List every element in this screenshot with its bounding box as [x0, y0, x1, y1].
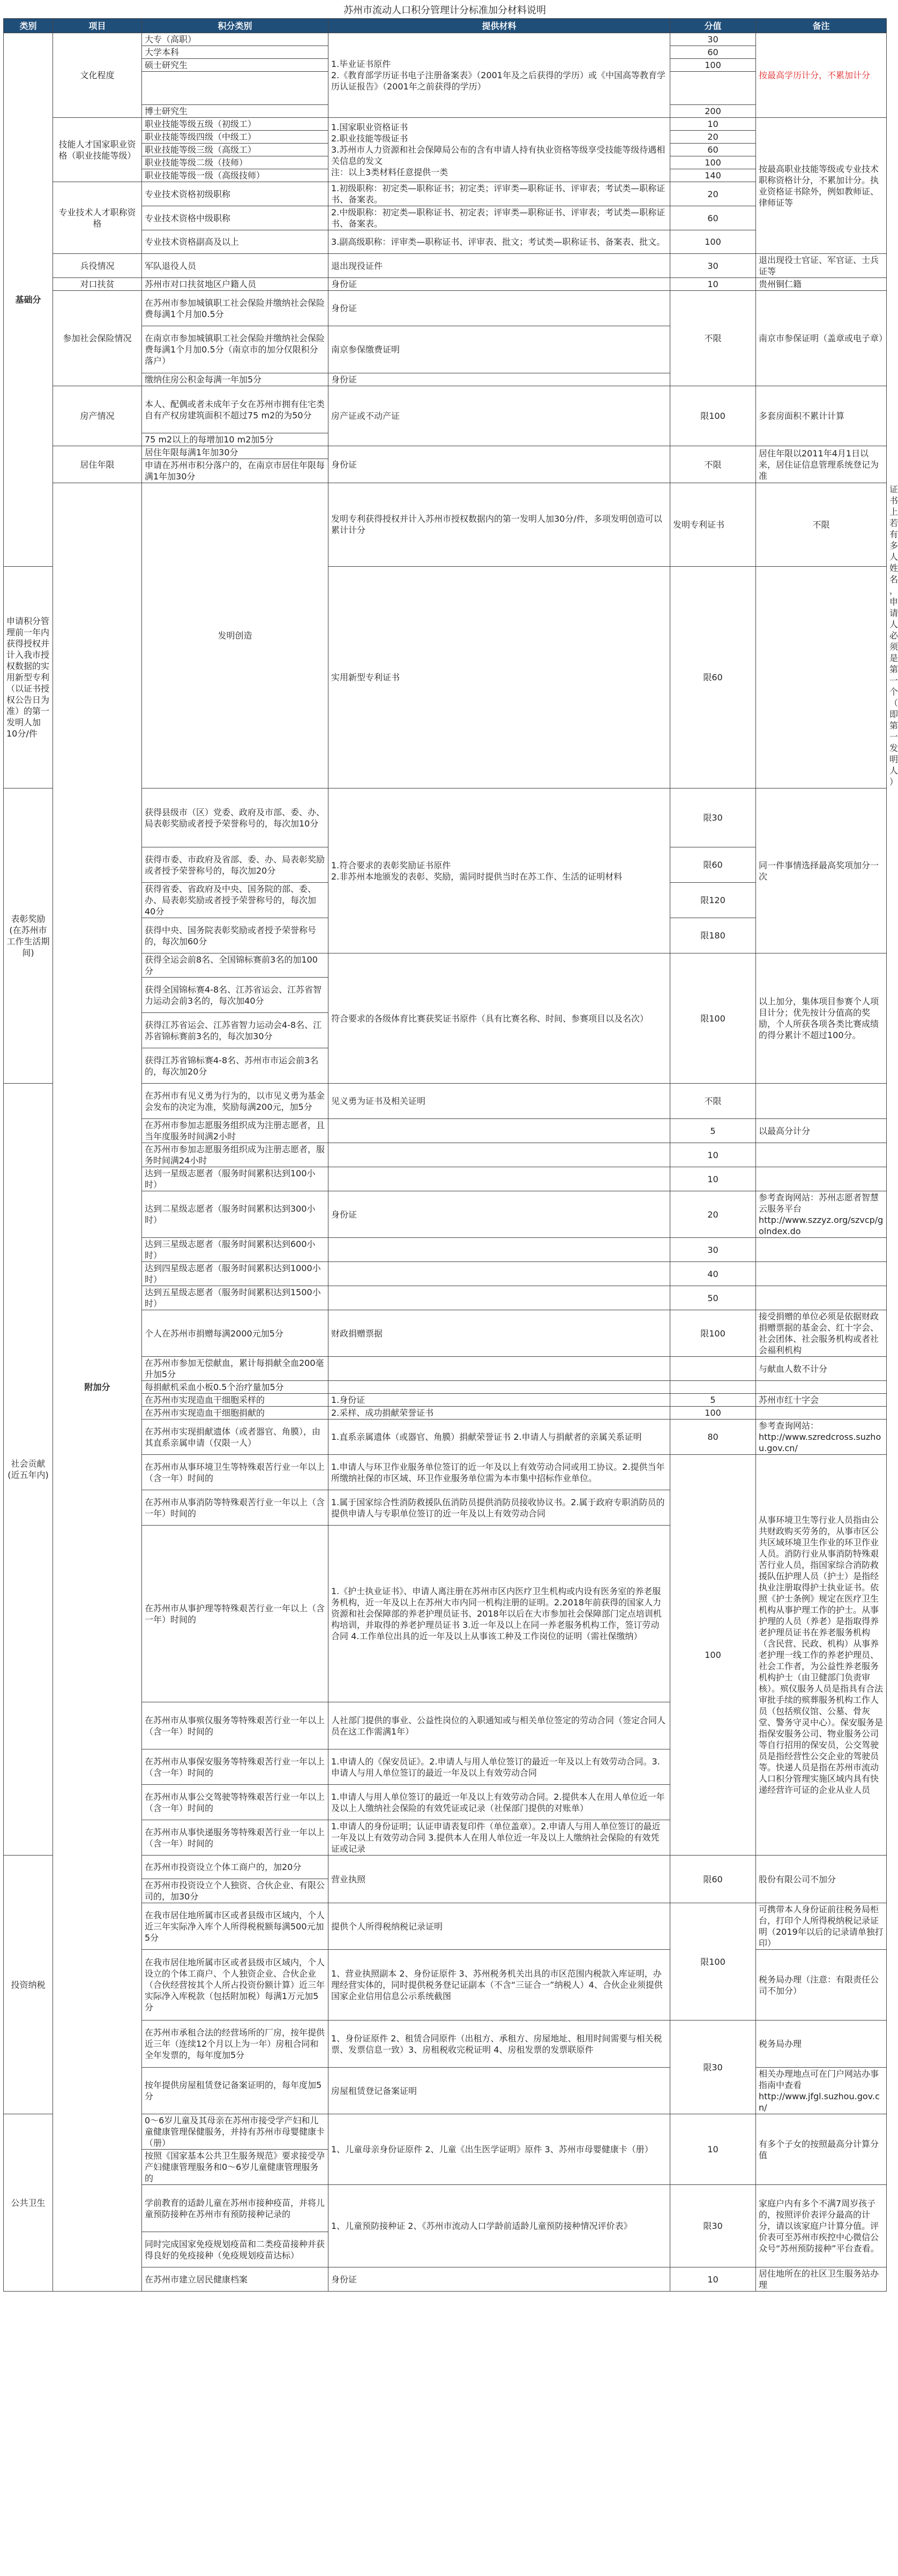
condition-cell: 获得县级市（区）党委、政府及市部、委、办、局表彰奖励或者授予荣誉称号的，每次加10分: [142, 788, 328, 847]
project-veteran: 兵役情况: [53, 254, 142, 278]
score-cell: 30: [670, 254, 756, 278]
condition-cell: 在苏州市建立居民健康档案: [142, 2267, 328, 2292]
condition-cell: 职业技能等级二级（技师）: [142, 156, 328, 169]
material-cell: [328, 118, 670, 182]
condition-cell: 在南京市参加城镇职工社会保险并缴纳社会保险费每满1个月加0.5分（南京市的加分仅限积分落户）: [142, 326, 328, 373]
cell-line: 1.国家职业资格证书: [331, 122, 408, 132]
material-cell: 1.申请人的《保安员证》。2.申请人与用人单位签订的最近一年及以上有效劳动合同。3.申请人与用人单位签订的最近一年及以上有效劳动合同: [328, 1749, 670, 1785]
score-cell: 30: [670, 1238, 756, 1262]
condition-cell: 硕士研究生: [142, 59, 328, 72]
condition-cell: 军队退役人员: [142, 254, 328, 278]
material-cell: 1.属于国家综合性消防救援队伍消防员提供消防员接收协议书。2.属于政府专职消防员的提供申请人与专职单位签订的近一年及以上有效劳动合同: [328, 1490, 670, 1526]
score-cell: [670, 72, 756, 105]
condition-cell: 职业技能等级四级（中级工）: [142, 131, 328, 144]
score-cell: 限60: [670, 1856, 756, 1903]
score-cell: 60: [670, 206, 756, 230]
condition-cell: 在苏州市从事公交驾驶等特殊艰苦行业一年以上（含一年）时间的: [142, 1785, 328, 1820]
header-cell: 项目: [53, 19, 142, 33]
material-cell: 人社部门提供的事业、公益性岗位的入职通知或与相关单位签定的劳动合同（签定合同人员在这工作需满1年）: [328, 1702, 670, 1749]
score-cell: 限60: [670, 566, 756, 788]
condition-cell: 在苏州市投资设立个人独资、合伙企业、有限公司的，加30分: [142, 1879, 328, 1903]
condition-cell: 达到三星级志愿者（服务时间累积达到600小时）: [142, 1238, 328, 1262]
table-row: [4, 33, 887, 46]
condition-cell: 在苏州市参加无偿献血，累计每捐献全血200毫升加5分: [142, 1357, 328, 1381]
project-invest: 投资纳税: [4, 1856, 53, 2114]
score-cell: 20: [670, 131, 756, 144]
note-cell: [756, 1262, 887, 1286]
note-cell: [756, 1143, 887, 1167]
cell-line: 1.毕业证书原件: [331, 59, 391, 69]
note-cell: 多套房面积不累计计算: [756, 386, 887, 446]
material-cell: 提供个人所得税纳税记录证明: [328, 1903, 670, 1950]
score-cell: 5: [670, 1394, 756, 1407]
header-cell: 分值: [670, 19, 756, 33]
material-cell: 1.申请人与用人单位签订的最近一年及以上有效劳动合同。2.提供本人在用人单位近一年及以上人缴纳社会保险的有效凭证或记录（社保部门提供的对账单）: [328, 1785, 670, 1820]
material-cell: 3.副高级职称：评审类—职称证书、评审表、批文；考试类—职称证书、备案表、批文。: [328, 230, 670, 254]
material-cell: 身份证: [328, 291, 670, 326]
condition-cell: 达到一星级志愿者（服务时间累积达到100小时）: [142, 1167, 328, 1191]
project-invent: 发明创造: [142, 483, 328, 788]
material-cell: 1、营业执照副本 2、身份证原件 3、苏州税务机关出具的市区范围内税款入库证明，办理经营实体的，同时提供税务登记证副本（不含“三证合一”纳税人）4、合伙企业须提供国家企业信用信息公示系统截图: [328, 1950, 670, 2021]
score-cell: 10: [670, 2114, 756, 2185]
note-cell: 居住地所在的社区卫生服务站办理: [756, 2267, 887, 2292]
material-cell: 1、身份证原件 2、租赁合同原件（出租方、承租方、房屋地址、租用时间需要与相关税票、发票信息一致）3、房租税收完税证明 4、房租发票的发票联原件: [328, 2021, 670, 2068]
project-title: 专业技术人才职称资格: [53, 182, 142, 254]
note-cell: 税务局办理: [756, 2021, 887, 2068]
condition-cell: 达到五星级志愿者（服务时间累积达到1500小时）: [142, 1286, 328, 1310]
score-cell: 10: [670, 1143, 756, 1167]
note-cell: [756, 1407, 887, 1420]
condition-cell: 在我市居住地所属市区或者县级市区域内，个人设立的个体工商户、个人独资企业、合伙企业（合伙经营按其个人所占投资份额计算）近三年实际净入库税款（包括附加税）每满1万元加5分: [142, 1950, 328, 2021]
note-cell: 南京市参保证明（盖章或电子章）: [756, 291, 887, 386]
header-cell: 积分类别: [142, 19, 328, 33]
material-cell: 1.初级职称：初定类—职称证书；初定类；评审类—职称证书、评审表；考试类—职称证书、备案表。: [328, 182, 670, 206]
note-cell: 以最高分计分: [756, 1119, 887, 1143]
cell-line: 2.非苏州本地颁发的表彰、奖励，需同时提供当时在苏工作、生活的证明材料: [331, 871, 623, 882]
condition-cell: 在苏州市从事殡仪服务等特殊艰苦行业一年以上（含一年）时间的: [142, 1702, 328, 1749]
condition-cell: 在苏州市从事护理等特殊艰苦行业一年以上（含一年）时间的: [142, 1526, 328, 1702]
material-cell: 发明专利证书: [670, 483, 756, 567]
cell-line: 2.职业技能等级证书: [331, 133, 408, 144]
condition-cell: 专业技术资格副高及以上: [142, 230, 328, 254]
condition-cell: 本人、配偶或者未成年子女在苏州市拥有住宅类自有产权房建筑面积不超过75 m2的为50分: [142, 386, 328, 433]
score-cell: 40: [670, 1262, 756, 1286]
note-cell: 退出现役士官证、军官证、士兵证等: [756, 254, 887, 278]
condition-cell: 专业技术资格初级职称: [142, 182, 328, 206]
material-cell: 房屋租赁登记备案证明: [328, 2068, 670, 2114]
material-cell: [328, 1381, 670, 1394]
score-cell: 限30: [670, 2185, 756, 2267]
note-cell: 可携带本人身份证前往税务局柜台，打印个人所得税纳税记录证明（2019年以后的记录请单独打印）: [756, 1903, 887, 1950]
score-cell: 140: [670, 169, 756, 182]
material-cell: 1.申请人的身份证明；认证申请表复印件（单位盖章）。2.申请人与用人单位签订的最近一年及以上有效劳动合同 3.提供本人在用人单位近一年及以上人缴纳社会保险的有效凭证或记录: [328, 1820, 670, 1856]
note-cell: 以上加分，集体项目参赛个人项目计分；优先按计分值高的奖励，个人所获各项各类比赛成绩的得分累计不超过100分。: [756, 953, 887, 1084]
condition-cell: 同时完成国家免疫规划疫苗和二类疫苗接种并获得良好的免疫接种（免疫规划疫苗达标）: [142, 2232, 328, 2267]
score-cell: 100: [670, 1455, 756, 1856]
condition-cell: 获得江苏省运会、江苏省智力运动会4-8名、江苏省锦标赛前3名的，每次加30分: [142, 1013, 328, 1048]
material-cell: [328, 1262, 670, 1286]
condition-cell: 达到四星级志愿者（服务时间累积达到1000小时）: [142, 1262, 328, 1286]
score-cell: 30: [670, 33, 756, 46]
note-cell: [756, 1084, 887, 1119]
cell-line: 注：以上3类材料任意提供一类: [331, 167, 448, 177]
condition-cell: 达到二星级志愿者（服务时间累积达到300小时）: [142, 1191, 328, 1238]
condition-cell: 在苏州市承租合法的经营场所的厂房，按年提供近三年（连续12个月以上为一年）房租合同和全年发票的，每年度加5分: [142, 2021, 328, 2068]
score-cell: 不限: [670, 1084, 756, 1119]
condition-cell: 在苏州市从事消防等特殊艰苦行业一年以上（含一年）时间的: [142, 1490, 328, 1526]
score-table: [3, 18, 898, 2292]
condition-cell: 按照《国家基本公共卫生服务规范》要求接受孕产妇健康管理服务和0～6岁儿童健康管理服务的: [142, 2150, 328, 2185]
note-cell: 相关办理地点可在门户网站办事指南中查看 http://www.jfgl.suzhou.gov.cn/: [756, 2068, 887, 2114]
condition-cell: 获得市委、市政府及省部、委、办、局表彰奖励或者授予荣誉称号的，每次加20分: [142, 847, 328, 883]
score-cell: 限180: [670, 918, 756, 953]
score-cell: 限100: [670, 953, 756, 1084]
condition-cell: 职业技能等级五级（初级工）: [142, 118, 328, 131]
material-cell: 身份证: [328, 2267, 670, 2292]
note-cell: 家庭户内有多个不满7周岁孩子的，按照评价表评分最高的计分，请以该家庭户计算分值。评价表可至苏州市疾控中心微信公众号“苏州预防接种”平台查看。: [756, 2185, 887, 2267]
score-cell: 限30: [670, 2021, 756, 2114]
score-cell: 不限: [756, 483, 887, 567]
table-row: [4, 386, 887, 433]
score-cell: 5: [670, 1119, 756, 1143]
score-cell: 限100: [670, 1310, 756, 1357]
material-cell: 1、儿童母亲身份证原件 2、儿童《出生医学证明》原件 3、苏州市母婴健康卡（册）: [328, 2114, 670, 2185]
document: [3, 3, 898, 2292]
note-cell: [756, 1167, 887, 1191]
score-cell: 10: [670, 278, 756, 291]
score-cell: 限120: [670, 883, 756, 918]
score-cell: 60: [670, 144, 756, 156]
score-cell: 10: [670, 2267, 756, 2292]
material-cell: 2.采样、成功捐献荣誉证书: [328, 1407, 670, 1420]
note-cell: [756, 1286, 887, 1310]
material-cell: [328, 1238, 670, 1262]
score-cell: 不限: [670, 446, 756, 483]
condition-cell: 在苏州市实现造血干细胞采样的: [142, 1394, 328, 1407]
note-cell: 从事环境卫生等行业人员指由公共财政购买劳务的，从事市区公共区域环境卫生作业的环卫作业人员。消防行业从事消防特殊艰苦行业人员，指国家综合消防救援队伍护理人员（护士）是指经执业注册取得护士执业证书。依照《护士条例》规定在医疗卫生机构从事护理工作的护士。从事护理的人员（养老）是指取得养老护理员证书在养老服务机构（含民营、民政、机构）从事养老护理一线工作的养老护理员、社会工作者，为公益性养老服务机构护士（由卫健部门负责审核）。殡仪服务人员是指具有合法审批手续的殡葬服务机构工作人员（包括殡仪馆、公墓、骨灰堂、警务守灵中心）。保安服务是指保安服务公司、物业服务公司等自行招用的保安员，公交驾驶员是指经营性公交企业的驾驶员等。快递人员是指在苏州市流动人口积分管理实施区域内具有快递经营许可证的企业从业人员: [756, 1455, 887, 1856]
table-row: [4, 291, 887, 326]
table-row: [4, 278, 887, 291]
note-cell: 苏州市红十字会: [756, 1394, 887, 1407]
material-cell: 1.直系亲属遗体（或器官、角膜）捐献荣誉证书 2.申请人与捐献者的亲属关系证明: [328, 1420, 670, 1455]
score-cell: 10: [670, 118, 756, 131]
score-cell: [670, 1381, 756, 1394]
score-cell: 限30: [670, 788, 756, 847]
condition-cell: 获得中央、国务院表彰奖励或者授予荣誉称号的，每次加60分: [142, 918, 328, 953]
category-extra: 附加分: [53, 483, 142, 2292]
material-cell: [328, 1143, 670, 1167]
score-cell: 60: [670, 46, 756, 59]
material-cell: 营业执照: [328, 1856, 670, 1903]
score-cell: 100: [670, 59, 756, 72]
condition-cell: 职业技能等级一级（高级技师）: [142, 169, 328, 182]
table-row: [4, 446, 887, 459]
material-cell: 身份证: [328, 446, 670, 483]
project-residence: 居住年限: [53, 446, 142, 483]
material-cell: [328, 1167, 670, 1191]
note-cell: [756, 1381, 887, 1394]
note-cell: 按最高学历计分，不累加计分: [756, 33, 887, 118]
score-cell: 100: [670, 156, 756, 169]
condition-cell: 在苏州市实现捐献遗体（或者器官、角膜），由其直系亲属申请（仅限一人）: [142, 1420, 328, 1455]
table-row: 附加分 发明创造 发明专利获得授权并计入苏州市授权数据内的第一发明人加30分/件，多项发明创造可以累计计分 发明专利证书 不限 证书上若有多人姓名，申请人必须是第一个（即第一发明人）: [4, 483, 887, 567]
condition-cell: 在苏州市参加城镇职工社会保险并缴纳社会保险费每满1个月加0.5分: [142, 291, 328, 326]
note-cell: 有多个子女的按照最高分计算分值: [756, 2114, 887, 2185]
condition-cell: 苏州市对口扶贫地区户籍人员: [142, 278, 328, 291]
condition-cell: 在苏州市投资设立个体工商户的，加20分: [142, 1856, 328, 1879]
header-cell: 备注: [756, 19, 887, 33]
table-row: [4, 254, 887, 278]
project-assist: 对口扶贫: [53, 278, 142, 291]
score-cell: 限60: [670, 847, 756, 883]
condition-cell: 获得全国锦标赛4-8名、江苏省运会、江苏省智力运动会前3名的，每次加40分: [142, 978, 328, 1013]
table-row: [4, 182, 887, 206]
condition-cell: 75 m2以上的每增加10 m2加5分: [142, 433, 328, 446]
score-cell: 50: [670, 1286, 756, 1310]
header-cell: 提供材料: [328, 19, 670, 33]
header-cell: 类别: [4, 19, 53, 33]
condition-cell: 在苏州市实现造血干细胞捐献的: [142, 1407, 328, 1420]
condition-cell: 在苏州市参加志愿服务组织成为注册志愿者，且当年度服务时间满2小时: [142, 1119, 328, 1143]
material-cell: 见义勇为证书及相关证明: [328, 1084, 670, 1119]
project-skill: 技能人才国家职业资格（职业技能等级）: [53, 118, 142, 182]
condition-cell: 专业技术资格中级职称: [142, 206, 328, 230]
note-cell: [756, 1238, 887, 1262]
score-cell: 限100: [670, 1903, 756, 2021]
category-basic: 基础分: [4, 33, 53, 567]
table-header-row: [4, 19, 887, 33]
condition-cell: 在苏州市有见义勇为行为的，以市见义勇为基金会发布的决定为准，奖励每满200元，加5分: [142, 1084, 328, 1119]
cell-line: 1.符合要求的表彰奖励证书原件: [331, 860, 451, 870]
material-cell: 房产证或不动产证: [328, 386, 670, 446]
material-cell: 身份证: [328, 1191, 670, 1238]
material-cell: [328, 1286, 670, 1310]
condition-cell: 获得省委、省政府及中央、国务院的部、委、办、局表彰奖励或者授予荣誉称号的，每次加40分: [142, 883, 328, 918]
material-cell: 1.《护士执业证书》、申请人离注册在苏州市区内医疗卫生机构或内设有医务室的养老服务机构，近一年及以上在苏州大市内同一机构注册的证明。2.2018年前获得的国家人力资源和社会保障部的养老护理员证书、2018年以后在大市参加社会保障部门定点培训机构培训，并取得的养老护理员证书 3.近一年及以上在同一养老服务机构工作，签订劳动合同 4.工作单位出具的近一年及以上从事该工种及工作岗位的证明（需社保缴纳）: [328, 1526, 670, 1702]
score-cell: 10: [670, 1167, 756, 1191]
material-cell: 财政捐赠票据: [328, 1310, 670, 1357]
note-cell: 税务局办理（注意：有限责任公司不加分）: [756, 1950, 887, 2021]
condition-cell: 大专（高职）: [142, 33, 328, 46]
material-cell: 2.中级职称：初定类—职称证书、初定表；评审类—职称证书、评审表；考试类—职称证书、备案表。: [328, 206, 670, 230]
note-cell: 同一件事情选择最高奖项加分一次: [756, 788, 887, 953]
note-cell: 按最高职业技能等级或专业技术职称资格计分，不累加计分。执业资格证书除外，例如教师证、律师证等: [756, 118, 887, 254]
table-row: [4, 118, 887, 131]
material-cell: 退出现役证件: [328, 254, 670, 278]
condition-cell: 在苏州市参加志愿服务组织成为注册志愿者，服务时间满24小时: [142, 1143, 328, 1167]
condition-cell: 在苏州市从事快递服务等特殊艰苦行业一年以上（含一年）时间的: [142, 1820, 328, 1856]
project-house: 房产情况: [53, 386, 142, 446]
material-cell: [328, 788, 670, 953]
page-title: 苏州市流动人口积分管理计分标准加分材料说明: [343, 5, 546, 16]
condition-cell: 职业技能等级三级（高级工）: [142, 144, 328, 156]
condition-cell: 在苏州市从事保安服务等特殊艰苦行业一年以上（含一年）时间的: [142, 1749, 328, 1785]
condition-cell: 按年提供房屋租赁登记备案证明的，每年度加5分: [142, 2068, 328, 2114]
material-cell: [328, 33, 670, 118]
condition-cell: 申请在苏州市积分落户的，在南京市居住年限每满1年加30分: [142, 459, 328, 483]
material-cell: 符合要求的各级体育比赛获奖证书原件（具有比赛名称、时间、参赛项目以及名次）: [328, 953, 670, 1084]
material-cell: 身份证: [328, 373, 670, 386]
score-cell: 20: [670, 182, 756, 206]
score-cell: 100: [670, 1407, 756, 1420]
note-cell: 参考查询网站：苏州志愿者智慧云服务平台 http://www.szzyz.org/szvcp/golndex.do: [756, 1191, 887, 1238]
score-cell: 100: [670, 230, 756, 254]
condition-cell: 博士研究生: [142, 105, 328, 118]
material-cell: 1.身份证: [328, 1394, 670, 1407]
condition-cell: 缴纳住房公积金每满一年加5分: [142, 373, 328, 386]
condition-cell: 学前教育的适龄儿童在苏州市接种疫苗，并将儿童预防接种在苏州市有预防接种记录的: [142, 2185, 328, 2232]
condition-cell: 大学本科: [142, 46, 328, 59]
material-cell: 1.申请人与环卫作业服务单位签订的近一年及以上有效劳动合同或用工协议。2.提供当年所缴纳社保的市区域、环卫作业服务单位需为本市集中招标作业单位。: [328, 1455, 670, 1490]
condition-cell: 在我市居住地所属市区或者县级市区域内，个人近三年实际净入库个人所得税税额每满500元加5分: [142, 1903, 328, 1950]
material-cell: [328, 1119, 670, 1143]
note-cell: 与献血人数不计分: [756, 1357, 887, 1381]
score-cell: [670, 1357, 756, 1381]
score-cell: 限100: [670, 386, 756, 446]
table-body: [4, 33, 898, 2292]
project-award: 表彰奖励(在苏州市工作生活期间): [4, 788, 53, 1084]
note-cell: 股份有限公司不加分: [756, 1856, 887, 1903]
material-cell: 实用新型专利证书: [328, 566, 670, 788]
score-cell: 不限: [670, 291, 756, 386]
project-education: 文化程度: [53, 33, 142, 118]
note-cell: 接受捐赠的单位必须是依据财政捐赠票据的基金会、红十字会、社会团体、社会服务机构或者社会福利机构: [756, 1310, 887, 1357]
condition-cell: 个人在苏州市捐赠每满2000元加5分: [142, 1310, 328, 1357]
condition-cell: 居住年限每满1年加30分: [142, 446, 328, 459]
note-cell: 参考查询网站：http://www.szredcross.suzhou.gov.cn/: [756, 1420, 887, 1455]
condition-cell: 0～6岁儿童及其母亲在苏州市接受学产妇和儿童健康管理保健服务，并持有苏州市母婴健康卡（册）: [142, 2114, 328, 2150]
material-cell: [328, 1357, 670, 1381]
condition-cell: 每捐献机采血小板0.5个治疗量加5分: [142, 1381, 328, 1394]
condition-cell: 获得全运会前8名、全国锦标赛前3名的加100分: [142, 953, 328, 978]
material-cell: 身份证: [328, 278, 670, 291]
note-cell: 贵州铜仁籍: [756, 278, 887, 291]
project-health: 公共卫生: [4, 2114, 53, 2292]
condition-cell: 申请积分管理前一年内获得授权并计入我市授权数据的实用新型专利（以证书授权公告日为准）的第一发明人加10分/件: [4, 566, 53, 788]
project-social: 社会贡献(近五年内): [4, 1084, 53, 1856]
condition-cell: 在苏州市从事环境卫生等特殊艰苦行业一年以上（含一年）时间的: [142, 1455, 328, 1490]
condition-cell: [142, 72, 328, 105]
note-cell: 居住年限以2011年4月1日以来，居住证信息管理系统登记为准: [756, 446, 887, 483]
project-insurance: 参加社会保险情况: [53, 291, 142, 386]
score-cell: 20: [670, 1191, 756, 1238]
condition-cell: 获得江苏省锦标赛4-8名、苏州市市运会前3名的，每次加20分: [142, 1048, 328, 1084]
material-cell: 南京参保缴费证明: [328, 326, 670, 373]
cell-line: 3.苏州市人力资源和社会保障局公布的含有申请人持有执业资格等级享受技能等级待遇相关信息的发文: [331, 145, 665, 166]
score-cell: 80: [670, 1420, 756, 1455]
score-cell: 200: [670, 105, 756, 118]
cell-line: 2.《教育部学历证书电子注册备案表》（2001年及之后获得的学历）或《中国高等教育学历认证报告》（2001年之前获得的学历）: [331, 70, 665, 92]
condition-cell: 发明专利获得授权并计入苏州市授权数据内的第一发明人加30分/件，多项发明创造可以累计计分: [328, 483, 670, 567]
material-cell: 1、儿童预防接种证 2、《苏州市流动人口学龄前适龄儿童预防接种情况评价表》: [328, 2185, 670, 2267]
